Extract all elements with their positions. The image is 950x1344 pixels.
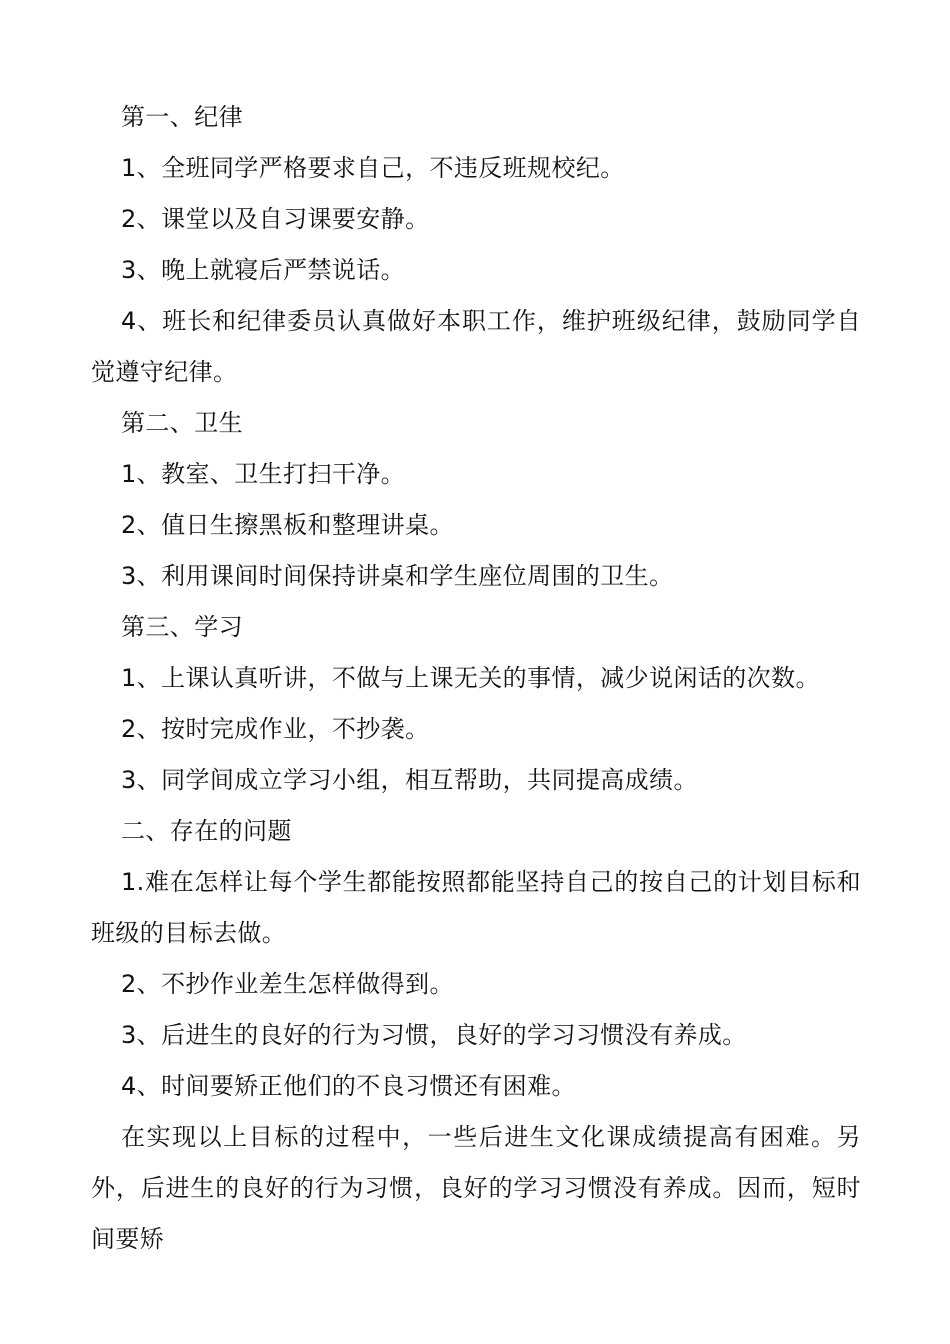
paragraph: 4、时间要矫正他们的不良习惯还有困难。 <box>121 1072 576 1100</box>
paragraph: 在实现以上目标的过程中，一些后进生文化课成绩提高有困难。另外，后进生的良好的行为习惯，良好的学习习惯没有养成。因而，短时间要矫 <box>91 1123 861 1253</box>
section-heading-study: 第三、学习 <box>121 613 243 641</box>
section-heading-problems: 二、存在的问题 <box>121 817 292 845</box>
paragraph: 3、晚上就寝后严禁说话。 <box>121 256 406 284</box>
paragraph: 1、教室、卫生打扫干净。 <box>121 460 406 488</box>
section-heading-discipline: 第一、纪律 <box>121 103 243 131</box>
paragraph: 2、值日生擦黑板和整理讲桌。 <box>121 511 454 539</box>
section-heading-hygiene: 第二、卫生 <box>121 409 243 437</box>
paragraph: 1.难在怎样让每个学生都能按照都能坚持自己的按自己的计划目标和班级的目标去做。 <box>91 868 861 947</box>
paragraph: 1、全班同学严格要求自己，不违反班规校纪。 <box>121 154 625 182</box>
paragraph: 2、不抄作业差生怎样做得到。 <box>121 970 454 998</box>
document-body <box>91 92 861 1265</box>
paragraph: 2、按时完成作业，不抄袭。 <box>121 715 430 743</box>
paragraph: 4、班长和纪律委员认真做好本职工作，维护班级纪律，鼓励同学自觉遵守纪律。 <box>91 307 861 386</box>
paragraph: 3、后进生的良好的行为习惯，良好的学习习惯没有养成。 <box>121 1021 747 1049</box>
paragraph: 3、利用课间时间保持讲桌和学生座位周围的卫生。 <box>121 562 674 590</box>
paragraph: 2、课堂以及自习课要安静。 <box>121 205 430 233</box>
paragraph: 1、上课认真听讲，不做与上课无关的事情，减少说闲话的次数。 <box>121 664 820 692</box>
paragraph: 3、同学间成立学习小组，相互帮助，共同提高成绩。 <box>121 766 698 794</box>
